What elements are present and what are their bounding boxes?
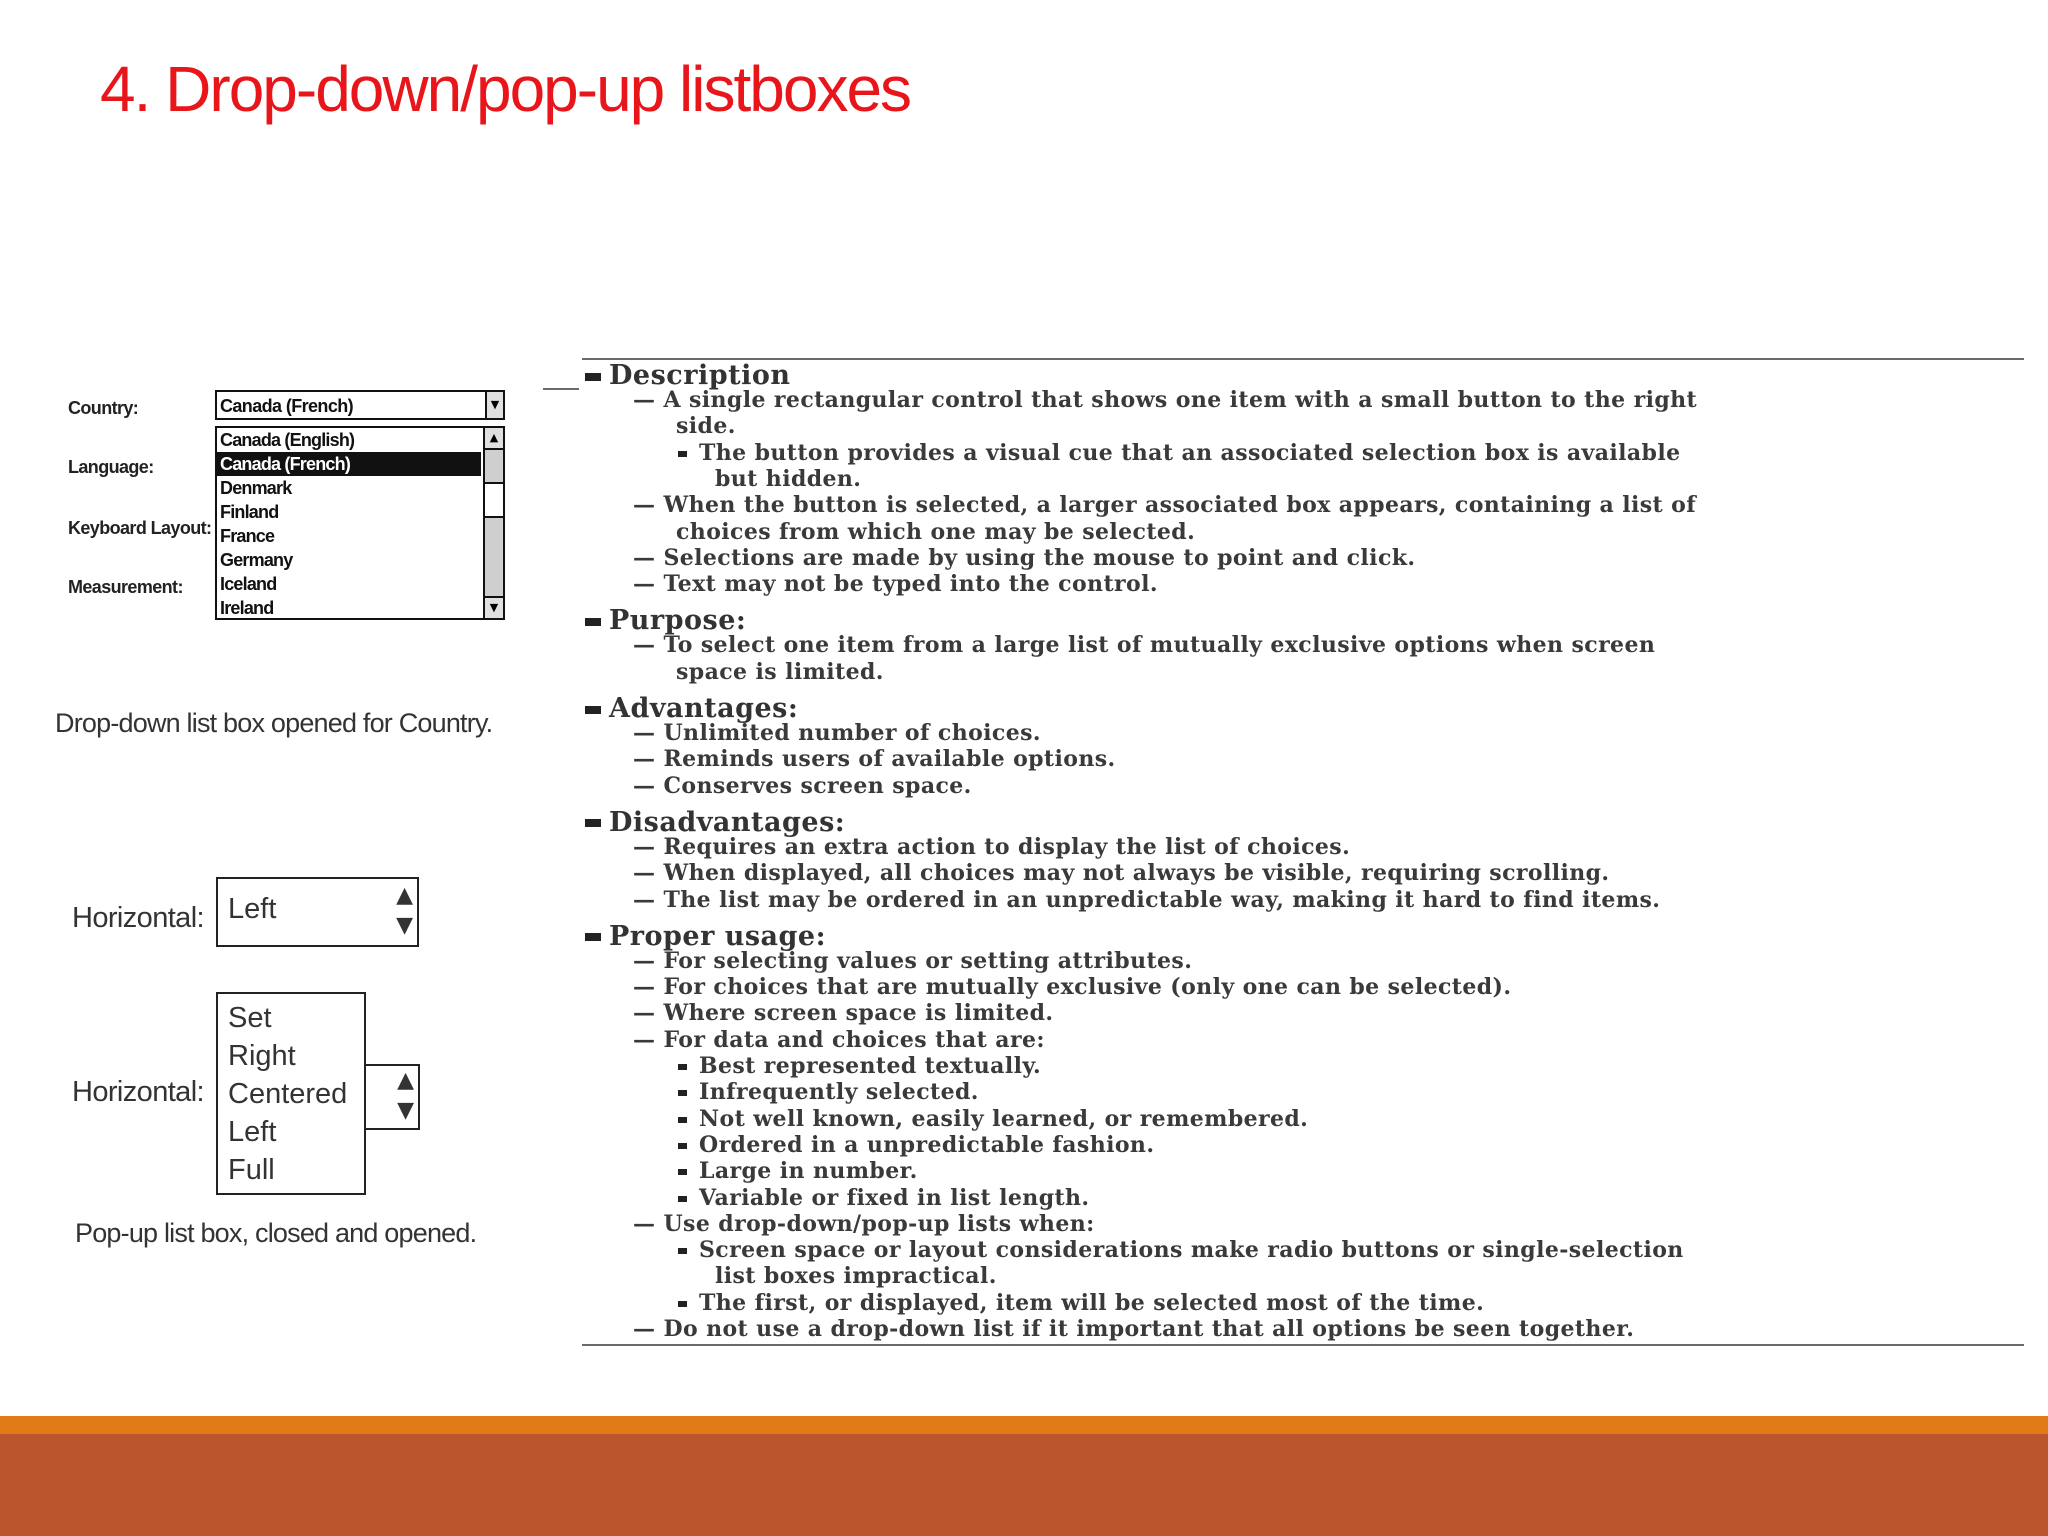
dash-item [633, 387, 1697, 413]
list-item[interactable]: Iceland [220, 574, 277, 594]
dash-marker: — [633, 1316, 664, 1342]
line-text: Screen space or layout considerations make radio buttons or single-selection [699, 1237, 1684, 1264]
continuation-line [676, 659, 884, 685]
footer-accent-stripe [0, 1416, 2048, 1434]
bullet-item [678, 1079, 979, 1105]
popup-option[interactable]: Right [228, 1040, 296, 1072]
line-text: Variable or fixed in list length. [699, 1184, 1090, 1211]
continuation-line [715, 1263, 997, 1289]
line-text: Large in number. [699, 1158, 918, 1185]
top-rule [582, 358, 2024, 360]
popup-closed-value: Left [228, 893, 277, 925]
measurement-label: Measurement: [68, 577, 183, 597]
line-text: When displayed, all choices may not always be visible, requiring scrolling. [663, 860, 1610, 887]
dash-marker: — [633, 632, 664, 659]
dash-marker: — [633, 387, 664, 413]
continuation-line [676, 519, 1195, 545]
popup-caption: Pop-up list box, closed and opened. [75, 1218, 477, 1248]
dash-marker: — [633, 772, 664, 799]
list-item-selected[interactable]: Canada (French) [217, 452, 481, 476]
popup-up-arrow-icon[interactable]: ▲ [397, 1068, 414, 1093]
bullet-item [678, 1106, 1308, 1132]
heading-tick-mark [543, 388, 579, 390]
bullet-icon [678, 1143, 687, 1149]
bullet-icon [678, 451, 687, 457]
line-text: Unlimited number of choices. [663, 720, 1041, 746]
line-text: Use drop-down/pop-up lists when: [663, 1210, 1095, 1237]
dash-item [633, 834, 1350, 860]
continuation-line [676, 413, 736, 439]
line-text: but hidden. [715, 465, 862, 492]
popup-tab[interactable] [364, 1064, 420, 1130]
bullet-item [678, 1185, 1090, 1211]
slide-title: 4. Drop-down/pop-up listboxes [100, 53, 911, 125]
popup-down-arrow-icon[interactable]: ▼ [396, 913, 413, 938]
continuation-line [715, 466, 861, 492]
line-text: Requires an extra action to display the list of choices. [663, 833, 1351, 860]
dash-marker: — [633, 544, 664, 571]
popup-up-arrow-icon[interactable]: ▲ [396, 883, 413, 908]
bullet-icon [678, 1301, 687, 1307]
scrollbar-thumb[interactable] [485, 482, 503, 518]
list-item[interactable]: France [220, 526, 275, 546]
line-text: For choices that are mutually exclusive (only one can be selected). [663, 974, 1512, 1001]
line-text: Text may not be typed into the control. [663, 571, 1158, 598]
dash-item [633, 571, 1158, 597]
section-heading-text: Description [609, 360, 791, 391]
bullet-icon [678, 1064, 687, 1070]
keyboard-layout-label: Keyboard Layout: [68, 518, 212, 538]
dash-item [633, 974, 1511, 1000]
square-bullet-icon [585, 933, 601, 941]
list-item[interactable]: Finland [220, 502, 279, 522]
dash-marker: — [633, 1026, 664, 1053]
bullet-icon [678, 1196, 687, 1202]
scroll-up-icon[interactable]: ▲ [485, 428, 503, 450]
line-text: For selecting values or setting attributes. [663, 947, 1193, 974]
dash-marker: — [633, 886, 664, 913]
dash-item [633, 860, 1609, 886]
dropdown-arrow-icon[interactable]: ▼ [485, 392, 503, 418]
bullet-item [678, 440, 1681, 466]
horizontal-label-open: Horizontal: [72, 1076, 205, 1108]
dash-item [633, 773, 972, 799]
dash-marker: — [633, 492, 664, 519]
scroll-down-icon[interactable]: ▼ [485, 596, 503, 618]
country-label: Country: [68, 398, 139, 418]
dash-marker: — [633, 746, 664, 773]
line-text: The list may be ordered in an unpredictable way, making it hard to find items. [663, 886, 1661, 913]
language-label: Language: [68, 457, 154, 477]
popup-listbox-closed[interactable] [216, 877, 419, 947]
dash-marker: — [633, 947, 664, 974]
line-text: space is limited. [676, 658, 884, 685]
section-heading-text: Purpose: [609, 605, 747, 637]
dash-item [633, 492, 1696, 518]
bullet-item [678, 1290, 1484, 1316]
dash-marker: — [633, 974, 664, 1001]
list-item[interactable]: Ireland [220, 598, 274, 618]
dash-marker: — [633, 833, 664, 860]
popup-listbox-open[interactable] [216, 992, 366, 1195]
country-dropdown-list[interactable] [215, 426, 505, 620]
bullet-icon [678, 1248, 687, 1254]
square-bullet-icon [585, 706, 601, 714]
list-item[interactable]: Denmark [220, 478, 292, 498]
dash-item [633, 632, 1655, 658]
popup-down-arrow-icon[interactable]: ▼ [397, 1098, 414, 1123]
line-text: choices from which one may be selected. [676, 518, 1196, 545]
section-heading-text: Disadvantages: [609, 806, 846, 838]
bullet-icon [678, 1090, 687, 1096]
list-scrollbar[interactable] [483, 428, 503, 618]
square-bullet-icon [585, 373, 601, 381]
bullet-item [678, 1158, 918, 1184]
line-text: Not well known, easily learned, or remembered. [699, 1105, 1309, 1132]
list-item[interactable]: Canada (English) [220, 430, 355, 450]
dash-marker: — [633, 1000, 664, 1027]
square-bullet-icon [585, 618, 601, 626]
bullet-item [678, 1053, 1041, 1079]
dash-item [633, 545, 1415, 571]
dash-item [633, 1316, 1634, 1342]
popup-option[interactable]: Centered [228, 1078, 348, 1110]
line-text: To select one item from a large list of mutually exclusive options when screen [663, 632, 1656, 659]
line-text: Conserves screen space. [663, 772, 972, 799]
line-text: The button provides a visual cue that an associated selection box is available [699, 439, 1681, 466]
bullet-item [678, 1237, 1684, 1263]
line-text: Do not use a drop-down list if it important that all options be seen together. [663, 1316, 1635, 1342]
line-text: Ordered in a unpredictable fashion. [699, 1131, 1155, 1158]
footer-band [0, 1434, 2048, 1536]
line-text: Reminds users of available options. [663, 746, 1116, 773]
dash-item [633, 746, 1116, 772]
section-heading-text: Advantages: [609, 693, 799, 724]
popup-option[interactable]: Set [228, 1002, 272, 1034]
line-text: For data and choices that are: [663, 1026, 1045, 1053]
line-text: Best represented textually. [699, 1053, 1042, 1079]
bottom-rule [582, 1344, 2024, 1346]
dash-item [633, 1027, 1045, 1053]
dash-marker: — [633, 860, 664, 887]
square-bullet-icon [585, 819, 601, 827]
dash-item [633, 887, 1660, 913]
dash-item [633, 720, 1041, 746]
bullet-icon [678, 1169, 687, 1175]
line-text: The first, or displayed, item will be selected most of the time. [699, 1289, 1485, 1316]
line-text: When the button is selected, a larger associated box appears, containing a list of [663, 492, 1697, 519]
country-combobox[interactable] [215, 390, 505, 420]
dash-item [633, 948, 1192, 974]
line-text: Infrequently selected. [699, 1079, 979, 1106]
line-text: Where screen space is limited. [663, 1000, 1054, 1027]
horizontal-label-closed: Horizontal: [72, 902, 205, 934]
line-text: A single rectangular control that shows one item with a small button to the right [663, 387, 1698, 413]
bullet-icon [678, 1117, 687, 1123]
bullet-item [678, 1132, 1154, 1158]
dash-item [633, 1211, 1095, 1237]
list-item[interactable]: Germany [220, 550, 293, 570]
dash-item [633, 1000, 1053, 1026]
dash-marker: — [633, 720, 664, 746]
line-text: list boxes impractical. [715, 1263, 997, 1290]
line-text: Selections are made by using the mouse to point and click. [663, 544, 1416, 571]
popup-option[interactable]: Left [228, 1116, 277, 1148]
popup-option[interactable]: Full [228, 1154, 275, 1186]
dash-marker: — [633, 1210, 664, 1237]
line-text: side. [676, 413, 736, 440]
section-heading-text: Proper usage: [609, 920, 827, 952]
country-selected-value: Canada (French) [220, 396, 354, 416]
dropdown-caption: Drop-down list box opened for Country. [55, 708, 493, 738]
dash-marker: — [633, 571, 664, 598]
